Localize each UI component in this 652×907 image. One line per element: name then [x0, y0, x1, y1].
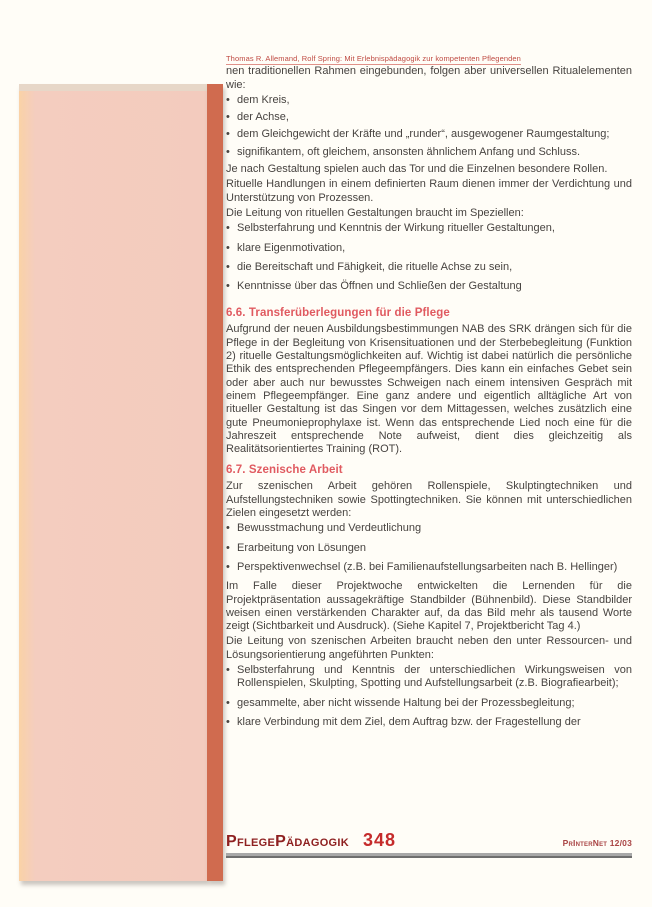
list-item-text: • Erarbeitung von Lösungen [237, 541, 367, 554]
paragraph-intro: nen traditionellen Rahmen eingebunden, folgen aber universellen Ritualelementen wie: [226, 65, 632, 91]
list-item [226, 261, 632, 274]
list-item-text: • signifikantem, oft gleichem, ansonsten ähnlichem Anfang und Schluss. [237, 145, 581, 158]
list-item [226, 111, 632, 124]
page-number: 348 [363, 830, 397, 850]
list-item [226, 542, 632, 555]
ritual-elements-list [226, 94, 632, 159]
page-footer [226, 830, 632, 858]
list-item [226, 664, 632, 691]
list-item-text: • dem Gleichgewicht der Kräfte und „runder“, ausgewogener Raumgestaltung; [237, 128, 610, 141]
section-6-7-intro: Zur szenischen Arbeit gehören Rollenspiele, Skulptingtechniken und Aufstellungstechniken sowie Spottingtechniken. Sie können mit unterschiedlichen Zielen eingesetzt werden: [226, 480, 632, 520]
list-item [226, 146, 632, 159]
section-heading-6-7: 6.7. Szenische Arbeit [226, 464, 343, 477]
section-6-6-body: Aufgrund der neuen Ausbildungsbestimmungen NAB des SRK drängen sich für die Pflege in der Begleitung von Krisensituationen und der Sterbebegleitung (Funktion 2) rituelle Gestaltungsmöglichkeiten auf. Wichtig ist dabei natürlich die persönliche Ethik des entsprechenden Pflegeempfängers. Dies kann ein einfaches Gebet sein oder aber auch nur bewusstes Schweigen nach einem intensiven Gespräch mit einem Pflegeempfänger. Eine ganz andere und eigentlich alltägliche Art von ritueller Gestaltung ist das Singen vor dem Mittagessen, welches zusätzlich eine gute Pneumonieprophylaxe ist. Wenn das entsprechende Lied noch eine für die Jahreszeit entsprechende Note aufweist, dient dies gleichzeitig als Realitätsorientiertes Training (ROT). [226, 323, 632, 456]
list-item [226, 716, 632, 729]
journal-issue: PrInterNet 12/03 [562, 838, 632, 848]
list-item-text: • Bewusstmachung und Verdeutlichung [237, 522, 422, 535]
paragraph-projektwoche: Im Falle dieser Projektwoche entwickelten die Lernenden für die Projektpräsentation aussagekräftige Standbilder (Bühnenbild). Diese Standbilder weisen einen verstärkenden Charakter auf, da das Bild mehr als tausend Worte zeigt (Sichtbarkeit und Ausdruck). (Siehe Kapitel 7, Projektbericht Tag 4.) [226, 580, 632, 633]
running-header: Thomas R. Allemand, Rolf Spring: Mit Erlebnispädagogik zur kompetenten Pflegenden [226, 54, 521, 63]
paragraph-leitung-szenisch: Die Leitung von szenischen Arbeiten braucht neben den unter Ressourcen- und Lösungsorientierung angeführten Punkten: [226, 635, 632, 661]
list-item-text: • dem Kreis, [237, 93, 290, 106]
paragraph-raum: Rituelle Handlungen in einem definierten Raum dienen immer der Verdichtung und Unterstützung von Prozessen. [226, 178, 632, 204]
list-item [226, 522, 632, 535]
article-page [226, 52, 632, 735]
list-item-text: • klare Verbindung mit dem Ziel, dem Auftrag bzw. der Fragestellung der [237, 715, 581, 728]
list-item-text: • der Achse, [237, 111, 289, 124]
leitung-rituell-list [226, 222, 632, 293]
list-item-text: • klare Eigenmotivation, [237, 241, 346, 254]
paragraph-leitung-rituell: Die Leitung von rituellen Gestaltungen braucht im Speziellen: [226, 206, 524, 219]
footer-rule [226, 853, 632, 858]
list-item-text: • die Bereitschaft und Fähigkeit, die rituelle Achse zu sein, [237, 260, 513, 273]
ziele-list [226, 522, 632, 574]
journal-section-brand: PflegePädagogik [226, 833, 350, 850]
list-item [226, 242, 632, 255]
list-item-text: • Selbsterfahrung und Kenntnis der unterschiedlichen Wirkungsweisen von Rollenspielen, Skulpting, Spotting und Aufstellungsarbeit (z.B. Biografiearbeit); [237, 663, 632, 690]
list-item [226, 280, 632, 293]
list-item [226, 222, 632, 235]
list-item-text: • Perspektivenwechsel (z.B. bei Familienaufstellungsarbeiten nach B. Hellinger) [237, 560, 618, 573]
sidebar-band-dark-salmon [207, 84, 223, 881]
list-item-text: • Kenntnisse über das Öffnen und Schließen der Gestaltung [237, 280, 522, 293]
leitung-szenisch-list [226, 664, 632, 729]
list-item-text: • gesammelte, aber nicht wissende Haltung bei der Prozessbegleitung; [237, 696, 575, 709]
paragraph-tor: Je nach Gestaltung spielen auch das Tor und die Einzelnen besondere Rollen. [226, 163, 608, 176]
list-item-text: • Selbsterfahrung und Kenntnis der Wirkung ritueller Gestaltungen, [237, 222, 555, 235]
list-item [226, 128, 632, 141]
list-item [226, 94, 632, 107]
list-item [226, 697, 632, 710]
sidebar-band-top-edge [19, 84, 207, 91]
sidebar-band-pink [19, 84, 207, 881]
section-heading-6-6: 6.6. Transferüberlegungen für die Pflege [226, 307, 450, 320]
list-item [226, 561, 632, 574]
